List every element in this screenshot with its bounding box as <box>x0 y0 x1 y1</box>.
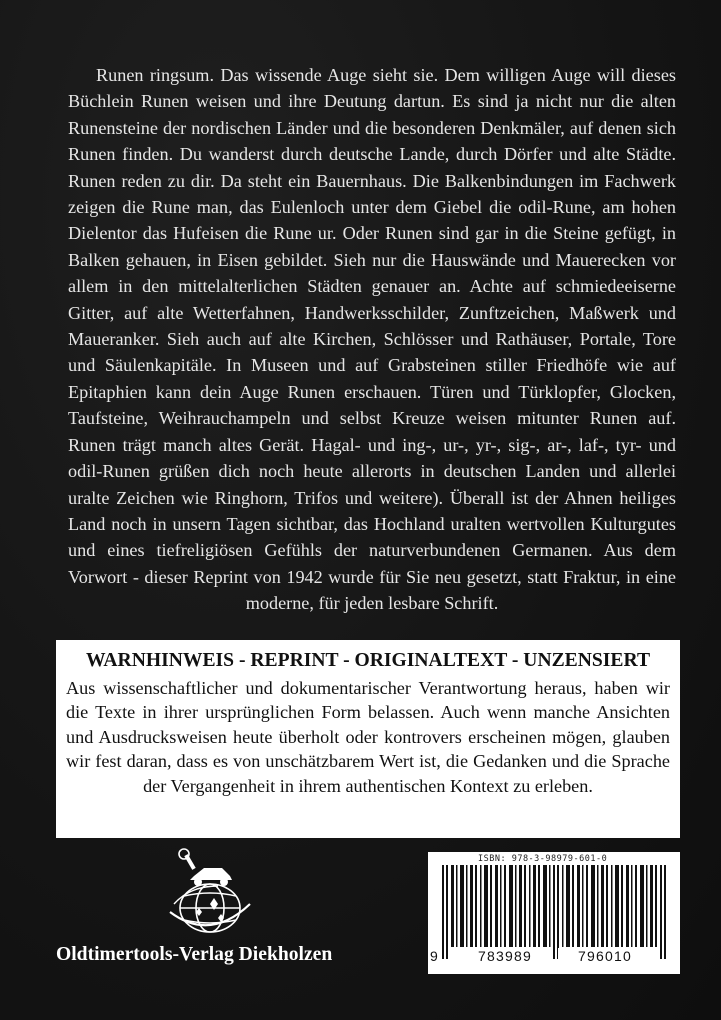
isbn-label: ISBN: 978-3-98979-601-0 <box>478 854 608 864</box>
barcode-bars <box>442 865 672 959</box>
barcode-right-digits: 796010 <box>558 948 652 964</box>
barcode-first-digit: 9 <box>430 948 438 964</box>
back-cover-blurb: Runen ringsum. Das wissende Auge sieht sie. Dem willigen Auge will dieses Büchlein Runen weisen und ihre Deutung dartun. Es sind ja nicht nur die alten Runensteine der nordischen Länder und die besonderen Denkmäler, auf denen sich Runen finden. Du wanderst durch deutsche Lande, durch Dörfer und alte Städte. Runen reden zu dir. Da steht ein Bauernhaus. Die Balkenbindungen im Fachwerk zeigen die Rune man, das Eulenloch unter dem Giebel die odil-Rune, am hohen Dielentor das Hufeisen die Rune ur. Oder Runen sind gar in die Steine gefügt, in Balken gehauen, in Eisen gebildet. Sieh nur die Hauswände und Mauerecken vor allem in den mittelalterlichen Städten genauer an. Achte auf schmiedeeiserne Gitter, auf alte Wetterfahnen, Handwerksschilder, Zunftzeichen, Maßwerk und Maueranker. Sieh auch auf alte Kirchen, Schlösser und Rathäuser, Portale, Tore und Säulenkapitäle. In Museen und auf Grabsteinen stiller Friedhöfe wie auf Epitaphien kann dein Auge Runen erschauen. Türen und Türklopfer, Glocken, Taufsteine, Weihrauchampeln und selbst Kreuze weisen mitunter Runen auf. Runen trägt manch altes Gerät. Hagal- und ing-, ur-, yr-, sig-, ar-, laf-, tyr- und odil-Runen grüßen dich noch heute allerorts in deutschen Landen und allerlei uralte Zeichen wie Ringhorn, Trifos und weitere). Überall ist der Ahnen heiliges Land noch in unsern Tagen sichtbar, das Hochland uralten wertvollen Kulturgutes und eines tiefreligiösen Gefühls der naturverbundenen Germanen. Aus dem Vorwort - dieser Reprint von 1942 wurde für Sie neu gesetzt, statt Fraktur, in eine moderne, für jeden lesbare Schrift. <box>68 65 676 614</box>
warning-text: Aus wissenschaftlicher und dokumentarischer Verantwortung heraus, haben wir die Texte in ihrer ursprünglichen Form belassen. Auch wenn manche Ansichten und Ausdrucksweisen heute überholt oder kontrovers erscheinen mögen, glauben wir fest daran, dass es von unschätzbarem Wert ist, die Gedanken und die Sprache der Vergangenheit in ihrem authentischen Kontext zu erleben. <box>66 678 670 796</box>
publisher-name: Oldtimertools-Verlag Diekholzen <box>56 944 333 965</box>
barcode-left-digits: 783989 <box>458 948 552 964</box>
warning-box <box>56 640 680 838</box>
warning-title: WARNHINWEIS - REPRINT - ORIGINALTEXT - UNZENSIERT <box>85 650 651 671</box>
isbn-barcode <box>428 852 680 974</box>
globe-with-car-icon <box>160 846 256 942</box>
